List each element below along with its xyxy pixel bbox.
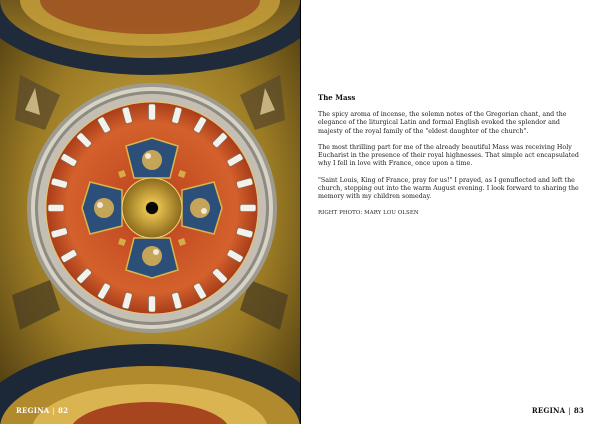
dome-window xyxy=(240,205,256,212)
folio-right: REGINA | 83 xyxy=(531,406,584,415)
right-page xyxy=(301,0,600,424)
page-number: 83 xyxy=(573,406,584,415)
dome-window xyxy=(149,296,156,312)
paragraph: The spicy aroma of incense, the solemn notes of the Gregorian chant, and the elegance of the liturgical Latin and formal English evoked the splendor and majesty of the royal family of the "eldest daughter of the church". xyxy=(318,111,567,135)
photo-credit: RIGHT PHOTO: MARY LOU OLSEN xyxy=(318,209,419,216)
folio-brand: REGINA xyxy=(16,406,50,415)
article xyxy=(318,93,580,216)
paragraph: "Saint Louis, King of France, pray for us!" I prayed, as I genuflected and left the church, stepping out into the warm August evening. I look forward to sharing the memory with my children someday. xyxy=(318,176,579,201)
folio-brand: REGINA xyxy=(531,406,566,415)
dome-window xyxy=(48,205,64,212)
paragraph: The most thrilling part for me of the already beautiful Mass was receiving Holy Eucharist in the presence of their royal highnesses. That simple act encapsulated why I fell in love with France, once upon a time. xyxy=(318,143,579,168)
folio-left: REGINA | 82 xyxy=(16,406,69,415)
dome-window xyxy=(149,104,156,120)
article-title: The Mass xyxy=(318,93,356,102)
page-number: 82 xyxy=(58,406,69,415)
